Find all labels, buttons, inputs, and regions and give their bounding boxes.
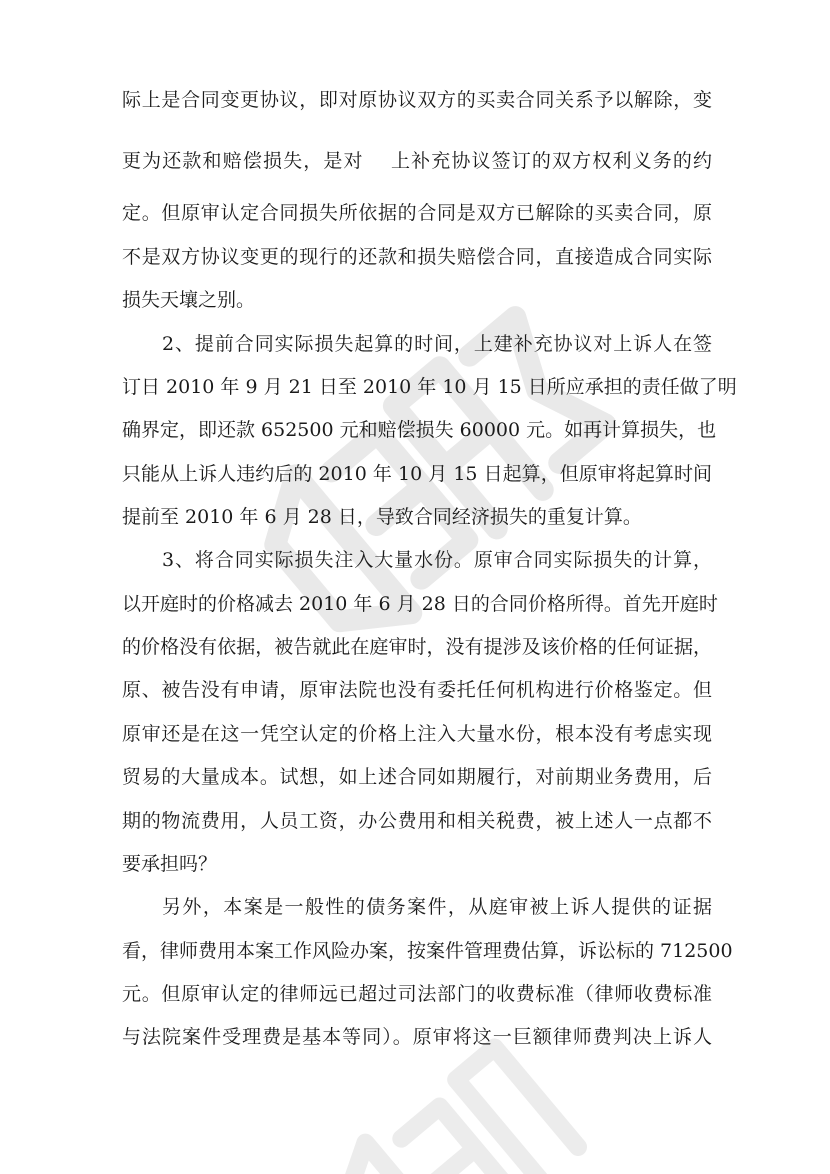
- paragraph-line: 确界定，即还款 652500 元和赔偿损失 60000 元。如再计算损失，也: [122, 419, 717, 441]
- paragraph-line: 损失天壤之别。: [122, 289, 256, 311]
- paragraph-line: 原审还是在这一凭空认定的价格上注入大量水份，根本没有考虑实现: [122, 723, 712, 745]
- paragraph-line: 订日 2010 年 9 月 21 日至 2010 年 10 月 15 日所应承担的责任做了明: [122, 376, 737, 398]
- paragraph-line: 只能从上诉人违约后的 2010 年 10 月 15 日起算，但原审将起算时间: [122, 463, 712, 485]
- paragraph-line: 与法院案件受理费是基本等同）。原审将这一巨额律师费判决上诉人: [122, 1026, 712, 1048]
- paragraph-line: 要承担吗？: [122, 853, 218, 875]
- paragraph-line: 贸易的大量成本。试想，如上述合同如期履行，对前期业务费用，后: [122, 766, 712, 788]
- paragraph-line: 不是双方协议变更的现行的还款和损失赔偿合同，直接造成合同实际: [122, 246, 712, 268]
- paragraph-line: 原、被告没有申请，原审法院也没有委托任何机构进行价格鉴定。但: [122, 679, 712, 701]
- paragraph-line: 期的物流费用，人员工资，办公费用和相关税费，被上述人一点都不: [122, 810, 712, 832]
- paragraph-line: 以开庭时的价格减去 2010 年 6 月 28 日的合同价格所得。首先开庭时: [122, 593, 718, 615]
- paragraph-line: 的价格没有依据，被告就此在庭审时，没有提涉及该价格的任何证据，: [122, 636, 712, 658]
- paragraph-line: 提前至 2010 年 6 月 28 日，导致合同经济损失的重复计算。: [122, 506, 642, 528]
- paragraph-line: 更为还款和赔偿损失，是对 上补充协议签订的双方权利义务的约: [122, 150, 712, 172]
- paragraph-line: 定。但原审认定合同损失所依据的合同是双方已解除的买卖合同，原: [122, 202, 712, 224]
- paragraph-line: 元。但原审认定的律师远已超过司法部门的收费标准（律师收费标准: [122, 983, 712, 1005]
- paragraph-line: 看，律师费用本案工作风险办案，按案件管理费估算，诉讼标的 712500: [122, 940, 733, 962]
- paragraph-line: 2、提前合同实际损失起算的时间，上建补充协议对上诉人在签: [162, 333, 712, 355]
- paragraph-line: 3、将合同实际损失注入大量水份。原审合同实际损失的计算，: [162, 549, 712, 571]
- paragraph-line: 际上是合同变更协议，即对原协议双方的买卖合同关系予以解除，变: [122, 89, 712, 111]
- paragraph-line: 另外，本案是一般性的债务案件，从庭审被上诉人提供的证据: [162, 896, 712, 918]
